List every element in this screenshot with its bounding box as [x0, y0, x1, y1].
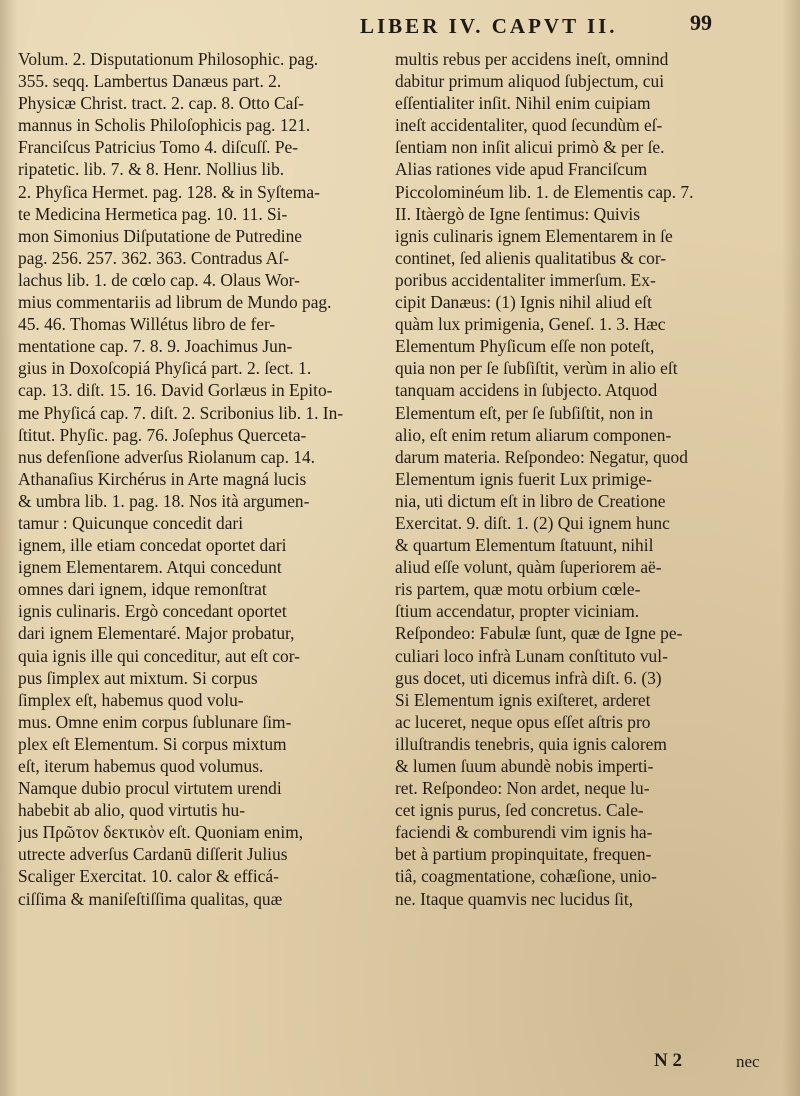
text-line: & umbra lib. 1. pag. 18. Nos ità argumen-	[18, 490, 310, 511]
text-line: quia non per ſe ſubſiſtit, verùm in alio eſt	[395, 358, 678, 379]
text-line: Elementum eſt, per ſe ſubſiſtit, non in	[395, 402, 653, 423]
text-line: continet, ſed alienis qualitatibus & cor-	[395, 247, 667, 268]
running-head: LIBER IV. CAPVT II.	[360, 14, 618, 38]
text-line: pus ſimplex aut mixtum. Si corpus	[18, 667, 258, 688]
text-line: 45. 46. Thomas Willétus libro de fer-	[18, 314, 276, 335]
text-line: Physicæ Christ. tract. 2. cap. 8. Otto Caſ-	[18, 93, 304, 114]
text-line: ret. Reſpondeo: Non ardet, neque lu-	[395, 778, 650, 799]
text-line: mon Simonius Diſputatione de Putredine	[18, 225, 303, 246]
left-text-column	[18, 48, 393, 910]
text-line: ris partem, quæ motu orbium cœle-	[395, 579, 641, 600]
text-line: nia, uti dictum eſt in libro de Creatione	[395, 490, 666, 511]
text-line: quia ignis ille qui conceditur, aut eſt cor-	[18, 645, 300, 666]
text-line: Franciſcus Patricius Tomo 4. diſcuſſ. Pe-	[18, 137, 299, 158]
text-line: Elementum ignis fuerit Lux primige-	[395, 468, 652, 489]
text-line: bet à partium propinquitate, frequen-	[395, 844, 652, 865]
text-line: ne. Itaque quamvis nec lucidus ſit,	[395, 888, 634, 909]
text-line: ac luceret, neque opus eſſet aſtris pro	[395, 711, 651, 732]
text-line: eſſentialiter inſit. Nihil enim cuipiam	[395, 93, 651, 114]
text-line: Reſpondeo: Fabulæ ſunt, quæ de Igne pe-	[395, 623, 683, 644]
text-line: me Phyſicá cap. 7. diſt. 2. Scribonius lib. 1. In-	[18, 402, 344, 423]
text-line: Athanaſius Kirchérus in Arte magná lucis	[18, 468, 307, 489]
text-line: mentatione cap. 7. 8. 9. Joachimus Jun-	[18, 336, 293, 357]
text-line: ignis culinaris ignem Elementarem in ſe	[395, 225, 673, 246]
text-line: illuſtrandis tenebris, quia ignis calorem	[395, 733, 667, 754]
text-line: Volum. 2. Disputationum Philosophic. pag.	[18, 49, 319, 69]
text-line: & quartum Elementum ſtatuunt, nihil	[395, 535, 654, 556]
text-line: tiâ, coagmentatione, cohæſione, unio-	[395, 866, 657, 887]
text-line: Alias rationes vide apud Franciſcum	[395, 159, 648, 180]
text-line: poribus accidentaliter immerſum. Ex-	[395, 269, 656, 290]
page-header	[0, 8, 800, 48]
text-line: ſtium accendatur, propter viciniam.	[395, 601, 640, 622]
text-line: mus. Omne enim corpus ſublunare ſim-	[18, 711, 292, 732]
text-line: habebit ab alio, quod virtutis hu-	[18, 800, 246, 821]
text-line: ſimplex eſt, habemus quod volu-	[18, 689, 244, 710]
page-number: 99	[690, 10, 712, 35]
text-line: ſtitut. Phyſic. pag. 76. Joſephus Querceta-	[18, 424, 307, 445]
text-line: gius in Doxoſcopiá Phyſicá part. 2. ſect. 1.	[18, 358, 312, 379]
text-line: eſt, iterum habemus quod volumus.	[18, 756, 264, 776]
text-line: multis rebus per accidens ineſt, omnind	[395, 49, 669, 69]
text-line: ſentiam non inſit alicui primò & per ſe.	[395, 137, 665, 158]
text-line: nus defenſione adverſus Riolanum cap. 14.	[18, 446, 316, 467]
text-line: dari ignem Elementaré. Major probatur,	[18, 623, 295, 644]
text-line: Namque dubio procul virtutem urendi	[18, 778, 282, 799]
text-line: quàm lux primigenia, Geneſ. 1. 3. Hæc	[395, 314, 666, 335]
text-line: aliud eſſe volunt, quàm ſuperiorem aë-	[395, 557, 662, 578]
text-line: Si Elementum ignis exiſteret, arderet	[395, 689, 651, 710]
catchword: nec	[736, 1052, 760, 1071]
text-line: & lumen ſuum abundè nobis imperti-	[395, 756, 654, 776]
text-line: dabitur primum aliquod ſubjectum, cui	[395, 71, 665, 92]
right-text-column	[395, 48, 781, 910]
text-line: 355. seqq. Lambertus Danæus part. 2.	[18, 71, 282, 92]
text-line: Exercitat. 9. diſt. 1. (2) Qui ignem hunc	[395, 512, 670, 533]
text-line: utrecte adverſus Cardanū diſſerit Julius	[18, 844, 288, 865]
text-line: darum materia. Reſpondeo: Negatur, quod	[395, 446, 688, 467]
text-line: gus docet, uti dicemus infrà diſt. 6. (3)	[395, 667, 662, 688]
text-line: culiari loco infrà Lunam conſtituto vul-	[395, 645, 668, 666]
text-line: faciendi & comburendi vim ignis ha-	[395, 822, 653, 843]
text-line: plex eſt Elementum. Si corpus mixtum	[18, 733, 287, 754]
text-line: ignem, ille etiam concedat oportet dari	[18, 535, 287, 556]
text-line: omnes dari ignem, idque remonſtrat	[18, 579, 267, 600]
text-line: ignem Elementarem. Atqui concedunt	[18, 557, 282, 578]
text-line: Scaliger Exercitat. 10. calor & efficá-	[18, 866, 279, 887]
text-line: ineſt accidentaliter, quod ſecundùm eſ-	[395, 115, 663, 136]
text-line: II. Itàergò de Igne ſentimus: Quivis	[395, 203, 641, 224]
text-line: ripatetic. lib. 7. & 8. Henr. Nollius lib.	[18, 159, 285, 180]
text-line: lachus lib. 1. de cœlo cap. 4. Olaus Wor-	[18, 269, 300, 290]
page-edge-shadow-left	[0, 0, 18, 1096]
text-line: jus Πρῶτον δεκτικὸν eſt. Quoniam enim,	[18, 822, 304, 843]
text-line: tanquam accidens in ſubjecto. Atquod	[395, 380, 658, 401]
signature-mark: N 2	[654, 1050, 682, 1071]
text-line: mius commentariis ad librum de Mundo pag.	[18, 292, 332, 313]
text-line: cipit Danæus: (1) Ignis nihil aliud eſt	[395, 292, 652, 313]
text-line: Elementum Phyſicum eſſe non poteſt,	[395, 336, 655, 357]
text-line: tamur : Quicunque concedit dari	[18, 512, 244, 533]
text-line: mannus in Scholis Philoſophicis pag. 121.	[18, 115, 311, 136]
text-line: 2. Phyſica Hermet. pag. 128. & in Syſtema-	[18, 181, 320, 202]
text-line: cap. 13. diſt. 15. 16. David Gorlæus in Epito-	[18, 380, 333, 401]
text-line: Piccolominéum lib. 1. de Elementis cap. 7.	[395, 181, 694, 202]
text-line: ciſſima & maniſeſtiſſima qualitas, quæ	[18, 888, 283, 909]
text-line: ignis culinaris. Ergò concedant oportet	[18, 601, 287, 622]
text-line: te Medicina Hermetica pag. 10. 11. Si-	[18, 203, 288, 224]
text-line: cet ignis purus, ſed concretus. Cale-	[395, 800, 644, 821]
page-edge-shadow-right	[782, 0, 800, 1096]
text-line: pag. 256. 257. 362. 363. Contradus Aſ-	[18, 247, 289, 268]
text-line: alio, eſt enim retum aliarum componen-	[395, 424, 672, 445]
